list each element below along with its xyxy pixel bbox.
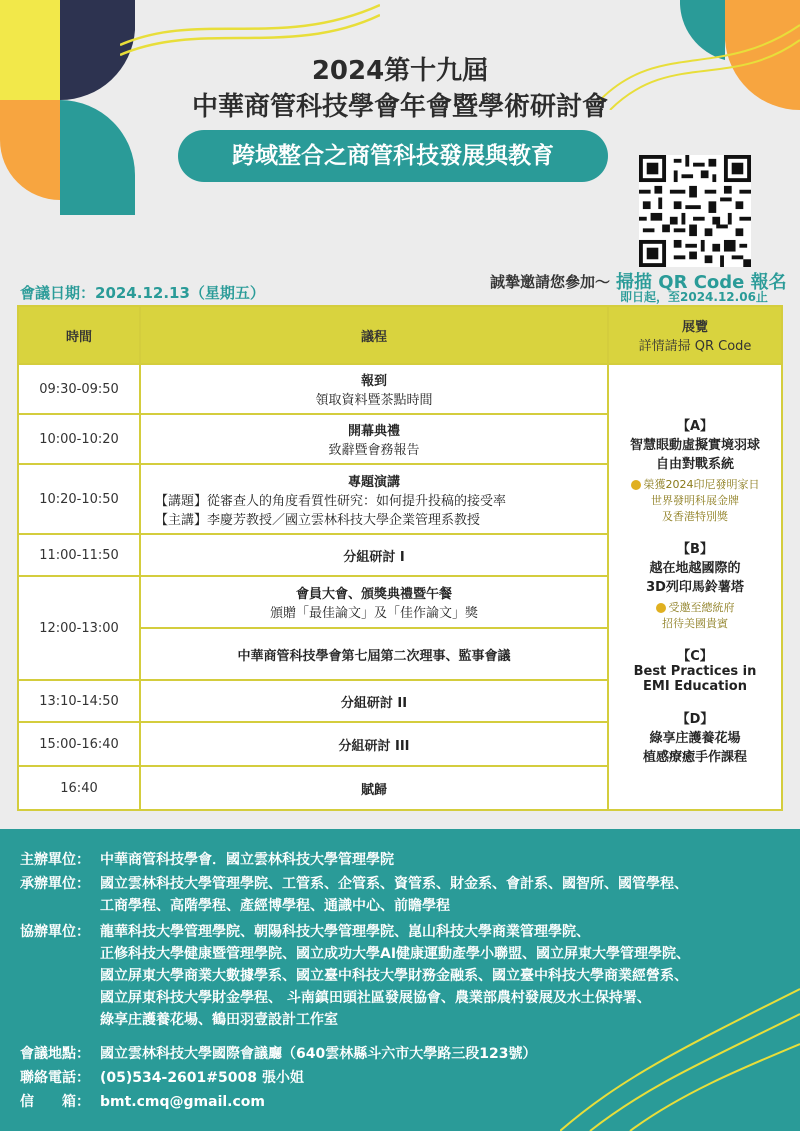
agenda-sub: 領取資料暨茶點時間 xyxy=(315,393,433,408)
email-key: 信 箱： xyxy=(20,1094,90,1110)
row-time: 11:00-11:50 xyxy=(18,534,140,576)
footer-info xyxy=(0,829,800,1131)
header-exhibit xyxy=(608,306,782,364)
exhibit-name: EMI Education xyxy=(643,679,747,694)
exhibit-name: 自由對戰系統 xyxy=(655,457,734,472)
exhibit-d xyxy=(613,708,777,765)
agenda-sub: 致辭暨會務報告 xyxy=(328,443,420,458)
organizer-key: 承辦單位： xyxy=(20,876,90,892)
conference-date: 會議日期：2024.12.13（星期五） xyxy=(20,284,265,302)
co-organizer-row xyxy=(20,921,790,1031)
co-organizer-value: 國立屏東大學商業大數據學系、國立臺中科技大學財務金融系、國立臺中科技大學商業經營系、 xyxy=(100,968,688,984)
header-time: 時間 xyxy=(18,306,140,364)
scan-qr-register: 掃描 QR Code 報名 xyxy=(616,272,787,293)
exhibit-a xyxy=(613,415,777,524)
agenda-title: 報到 xyxy=(360,374,387,389)
agenda-title: 分組研討 II xyxy=(340,695,408,711)
row-agenda xyxy=(140,628,608,680)
exhibit-name: Best Practices in xyxy=(633,664,757,679)
exhibit-label: 【B】 xyxy=(677,542,713,557)
header-agenda: 議程 xyxy=(140,306,608,364)
agenda-topic: 【講題】從審查人的角度看質性研究：如何提升投稿的接受率 xyxy=(155,493,507,509)
row-time: 09:30-09:50 xyxy=(18,364,140,414)
organizer-value: 國立雲林科技大學管理學院、工管系、企管系、資管系、財金系、會計系、國智所、國管學程、 xyxy=(100,876,688,892)
row-agenda xyxy=(140,766,608,810)
exhibit-award: 榮獲2024印尼發明家日 xyxy=(643,478,760,491)
exhibit-name: 綠享庄護養花場 xyxy=(649,731,741,746)
organizer-value: 工商學程、高階學程、產經博學程、通識中心、前瞻學程 xyxy=(100,898,450,914)
exhibit-award: 及香港特別獎 xyxy=(662,510,728,523)
row-agenda xyxy=(140,464,608,534)
exhibit-name: 智慧眼動虛擬實境羽球 xyxy=(629,438,760,453)
exhibit-label: 【C】 xyxy=(677,649,713,664)
venue-value: 國立雲林科技大學國際會議廳（640雲林縣斗六市大學路三段123號） xyxy=(100,1046,537,1062)
exhibit-c xyxy=(613,645,777,694)
agenda-title: 賦歸 xyxy=(360,782,387,798)
host-value: 中華商管科技學會．國立雲林科技大學管理學院 xyxy=(100,852,394,868)
table-header-row xyxy=(18,306,782,364)
agenda-title: 會員大會、頒獎典禮暨午餐 xyxy=(295,587,452,602)
row-time: 10:00-10:20 xyxy=(18,414,140,464)
phone-row xyxy=(20,1067,790,1089)
row-agenda xyxy=(140,576,608,628)
exhibit-award: 受邀至總統府 xyxy=(668,601,735,614)
row-time: 12:00-13:00 xyxy=(18,576,140,680)
co-organizer-value: 國立屏東科技大學財金學程、 斗南鎮田頭社區發展協會、農業部農村發展及水土保持署、 xyxy=(100,990,651,1006)
host-row xyxy=(20,849,790,871)
row-time: 16:40 xyxy=(18,766,140,810)
email-value[interactable]: bmt.cmq@gmail.com xyxy=(100,1094,266,1110)
agenda-title: 開幕典禮 xyxy=(347,424,400,439)
email-row xyxy=(20,1091,790,1113)
co-organizer-value: 綠享庄護養花場、鶴田羽壹設計工作室 xyxy=(100,1012,338,1028)
row-agenda xyxy=(140,364,608,414)
exhibit-title: 展覽 xyxy=(681,320,708,335)
row-time: 10:20-10:50 xyxy=(18,464,140,534)
exhibit-label: 【A】 xyxy=(676,419,714,434)
agenda-title: 專題演講 xyxy=(347,474,400,490)
phone-key: 聯絡電話： xyxy=(20,1070,90,1086)
row-time: 15:00-16:40 xyxy=(18,722,140,766)
row-agenda xyxy=(140,680,608,722)
host-key: 主辦單位： xyxy=(20,852,90,868)
co-organizer-key: 協辦單位： xyxy=(20,924,90,940)
invite-text: 誠摯邀請您參加～ xyxy=(489,273,610,291)
schedule-table xyxy=(17,305,783,811)
exhibit-sub: 詳情請掃 QR Code xyxy=(638,339,752,354)
row-time: 13:10-14:50 xyxy=(18,680,140,722)
theme-pill: 跨域整合之商管科技發展與教育 xyxy=(178,130,608,182)
row-agenda xyxy=(140,534,608,576)
phone-value: (05)534-2601#5008 張小姐 xyxy=(100,1070,304,1086)
co-organizer-value: 正修科技大學健康暨管理學院、國立成功大學AI健康運動產學小聯盟、國立屏東大學管理學院、 xyxy=(100,946,691,962)
venue-row xyxy=(20,1043,790,1065)
row-agenda xyxy=(140,414,608,464)
exhibit-b xyxy=(613,538,777,631)
agenda-title: 分組研討 I xyxy=(343,549,405,565)
organizer-row xyxy=(20,873,790,917)
header-year: 2024第十九屆 xyxy=(311,56,489,86)
co-organizer-value: 龍華科技大學管理學院、朝陽科技大學管理學院、崑山科技大學商業管理學院、 xyxy=(100,924,590,940)
exhibit-name: 植感療癒手作課程 xyxy=(642,750,747,765)
medal-icon xyxy=(656,603,666,613)
qr-code-icon[interactable] xyxy=(639,155,751,267)
agenda-sub: 頒贈「最佳論文」及「佳作論文」獎 xyxy=(269,606,478,621)
header-org: 中華商管科技學會年會暨學術研討會 xyxy=(191,92,608,122)
registration-deadline: 即日起，至2024.12.06止 xyxy=(620,290,768,304)
row-agenda xyxy=(140,722,608,766)
medal-icon xyxy=(631,480,641,490)
venue-key: 會議地點： xyxy=(20,1046,90,1062)
exhibit-name: 3D列印馬鈴薯塔 xyxy=(646,580,744,595)
exhibit-award: 招待美國貴賓 xyxy=(662,617,728,630)
agenda-title: 中華商管科技學會第七屆第二次理事、監事會議 xyxy=(237,648,511,664)
agenda-speaker: 【主講】李慶芳教授／國立雲林科技大學企業管理系教授 xyxy=(155,512,481,528)
exhibit-name: 越在地越國際的 xyxy=(649,561,741,576)
exhibit-label: 【D】 xyxy=(676,712,714,727)
exhibits-cell xyxy=(608,364,782,810)
agenda-title: 分組研討 III xyxy=(338,738,410,754)
table-row xyxy=(18,364,782,414)
exhibit-award: 世界發明科展金牌 xyxy=(651,494,739,507)
